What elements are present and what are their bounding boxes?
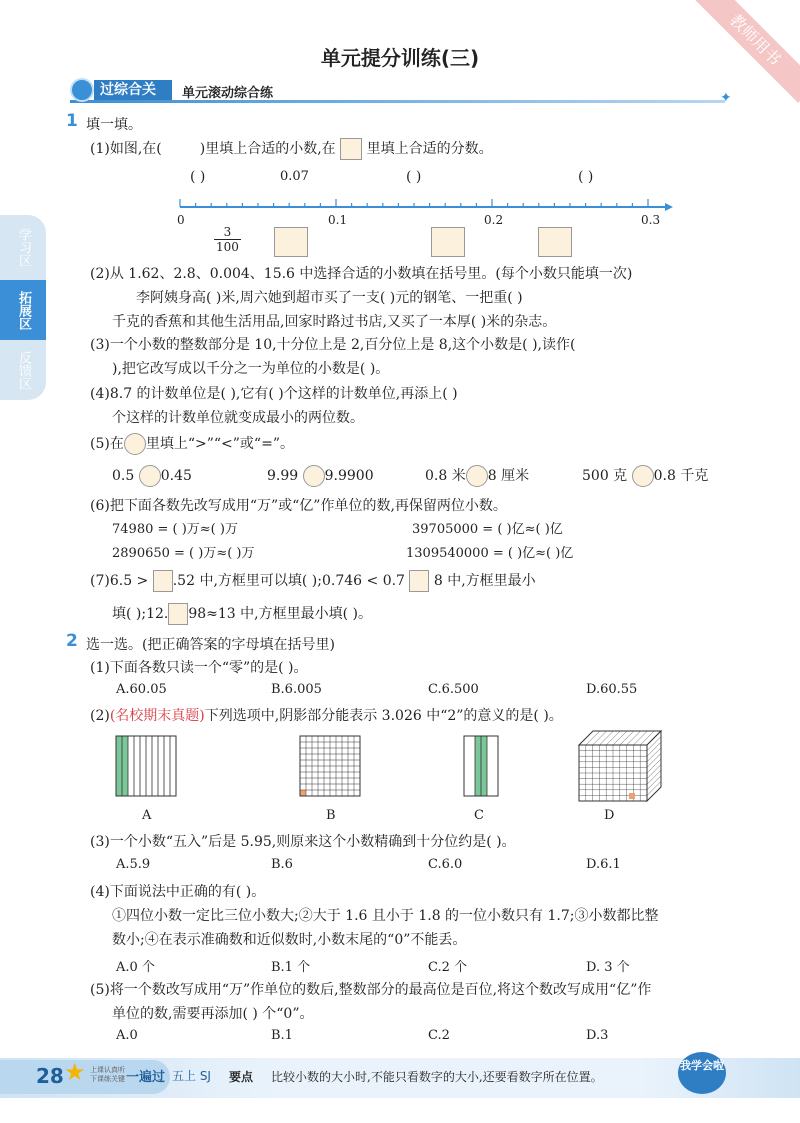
figure-d (578, 730, 662, 802)
option-c[interactable]: C.6.500 (428, 682, 479, 697)
star-mascot-icon: ★ (64, 1058, 86, 1086)
brand-name: 一遍过 (126, 1070, 166, 1085)
compare-circle-3[interactable] (466, 465, 488, 487)
figure-a-label: A (142, 808, 152, 823)
option-c[interactable]: C.2 (428, 1028, 450, 1043)
compare-circle-2[interactable] (303, 465, 325, 487)
grade-label: 五上 SJ (172, 1069, 211, 1083)
fraction-box-1[interactable] (274, 227, 308, 257)
section-header (70, 80, 732, 106)
option-a[interactable]: A.5.9 (116, 857, 151, 872)
number-line-figure (170, 165, 680, 265)
q1-part6-row1a: 74980 = ( )万≈( )万 (112, 522, 238, 537)
header-subtitle: 单元滚动综合练 (182, 86, 274, 101)
option-b[interactable]: B.6 (271, 857, 293, 872)
corner-stamp: 教师用书 (692, 0, 800, 103)
option-d[interactable]: D. 3 个 (586, 960, 630, 975)
option-a[interactable]: A.0 个 (116, 960, 155, 975)
fraction: 3 100 (216, 225, 239, 254)
digit-box-3[interactable] (168, 603, 188, 625)
figure-b-label: B (326, 808, 336, 823)
question-1-title: 填一填。 (86, 117, 142, 133)
q1-part6-row2a: 2890650 = ( )万≈( )万 (112, 546, 255, 561)
compare-item-1: 0.5 0.45 (112, 464, 192, 488)
header-badge: 过综合关 (94, 80, 172, 100)
tick-label-0.2: 0.2 (484, 213, 504, 227)
compare-item-3: 0.8 米 8 厘米 (425, 464, 529, 488)
header-badge-icon (70, 78, 94, 102)
q2-sub4-line1: ①四位小数一定比三位小数大;②大于 1.6 且小于 1.8 的一位小数只有 1.7;③小数都比整 (112, 908, 659, 924)
q2-sub4-line2: 数小;④在表示准确数和近似数时,小数末尾的“0”不能丢。 (112, 932, 467, 948)
fraction-box-2[interactable] (431, 227, 465, 257)
figure-c-label: C (474, 808, 484, 823)
q1-part7-line2: 填( );12. 98≈13 中,方框里最小填( )。 (112, 602, 372, 626)
q1-part4-line1: (4)8.7 的计数单位是( ),它有( )个这样的计数单位,再添上( ) (90, 386, 458, 402)
option-d[interactable]: D.60.55 (586, 682, 638, 697)
figure-d-label: D (604, 808, 615, 823)
q1-part6-intro: (6)把下面各数先改写成用“万”或“亿”作单位的数,再保留两位小数。 (90, 498, 507, 514)
option-c[interactable]: C.6.0 (428, 857, 463, 872)
star-icon: ✦ (720, 90, 732, 106)
answer-box[interactable] (340, 138, 362, 160)
option-c[interactable]: C.2 个 (428, 960, 468, 975)
compare-circle (124, 433, 146, 455)
q2-sub4-stem: (4)下面说法中正确的有( )。 (90, 884, 266, 900)
q1-part2-line2: 千克的香蕉和其他生活用品,回家时路过书店,又买了一本厚( )米的杂志。 (112, 314, 557, 330)
option-a[interactable]: A.60.05 (116, 682, 167, 697)
option-d[interactable]: D.6.1 (586, 857, 621, 872)
option-d[interactable]: D.3 (586, 1028, 609, 1043)
figure-a (115, 735, 177, 797)
number-line (170, 195, 680, 215)
tick-label-0.3: 0.3 (641, 213, 661, 227)
option-b[interactable]: B.1 个 (271, 960, 311, 975)
exam-tag: (名校期末真题) (109, 708, 205, 724)
q2-sub3-stem: (3)一个小数“五入”后是 5.95,则原来这个小数精确到十分位约是( )。 (90, 834, 516, 850)
q1-part2-intro: (2)从 1.62、2.8、0.004、15.6 中选择合适的小数填在括号里。(每个小数只能填一次) (90, 266, 633, 282)
mascot-badge: 我学会啦 (678, 1052, 726, 1094)
q1-part3-line2: ),把它改写成以千分之一为单位的小数是( )。 (112, 361, 390, 377)
option-b[interactable]: B.1 (271, 1028, 293, 1043)
key-label: 要点 (229, 1070, 254, 1084)
q1-part6-row2b: 1309540000 = ( )亿≈( )亿 (406, 546, 574, 561)
tick-label-0.1: 0.1 (328, 213, 348, 227)
q1-part2-line1: 李阿姨身高( )米,周六她到超市买了一支( )元的钢笔、一把重( ) (136, 290, 523, 306)
brand-tagline: 上课认真听 下课练关键 (90, 1066, 125, 1083)
compare-item-4: 500 克 0.8 千克 (582, 464, 708, 488)
paren-above-1[interactable]: ( ) (190, 169, 206, 185)
paren-above-2[interactable]: ( ) (406, 169, 422, 185)
compare-circle-1[interactable] (139, 465, 161, 487)
digit-box-1[interactable] (153, 570, 173, 592)
q1-part6-row1b: 39705000 = ( )亿≈( )亿 (412, 522, 563, 537)
q2-sub1-stem: (1)下面各数只读一个“零”的是( )。 (90, 660, 308, 676)
q1-part5-intro: (5)在 里填上“>”“<”或“=”。 (90, 432, 294, 456)
side-tab-extend[interactable]: 拓展区 (0, 280, 46, 340)
q1-part3-line1: (3)一个小数的整数部分是 10,十分位上是 2,百分位上是 8,这个小数是( ),读作( (90, 337, 576, 353)
header-underline (70, 100, 725, 103)
compare-circle-4[interactable] (632, 465, 654, 487)
question-2-number: 2 (66, 631, 78, 651)
side-tab-feedback[interactable]: 反馈区 (0, 340, 46, 400)
page-number: 28 (36, 1064, 64, 1088)
q1-part1: (1)如图,在( )里填上合适的小数,在 里填上合适的分数。 (90, 137, 493, 161)
q1-part4-line2: 个这样的计数单位就变成最小的两位数。 (112, 410, 364, 426)
side-tab-study[interactable]: 学习区 (0, 215, 46, 280)
value-above: 0.07 (280, 169, 309, 184)
option-b[interactable]: B.6.005 (271, 682, 322, 697)
q2-sub5-line1: (5)将一个数改写成用“万”作单位的数后,整数部分的最高位是百位,将这个数改写成用“亿”作 (90, 982, 652, 998)
fraction-box-3[interactable] (538, 227, 572, 257)
page-title: 单元提分训练(三) (320, 46, 480, 70)
figure-c (463, 735, 499, 797)
question-1-number: 1 (66, 111, 78, 131)
tick-label-0: 0 (177, 213, 185, 227)
option-a[interactable]: A.0 (116, 1028, 138, 1043)
key-text: 比较小数的大小时,不能只看数字的大小,还要看数字所在位置。 (271, 1070, 603, 1084)
q2-sub5-line2: 单位的数,需要再添加( ) 个“0”。 (112, 1006, 314, 1022)
compare-item-2: 9.99 9.9900 (267, 464, 374, 488)
q2-sub2-stem: (2)(名校期末真题)下列选项中,阴影部分能表示 3.026 中“2”的意义的是( )。 (90, 708, 563, 724)
figure-b (299, 735, 361, 797)
paren-above-3[interactable]: ( ) (578, 169, 594, 185)
question-2-title: 选一选。(把正确答案的字母填在括号里) (86, 637, 335, 653)
digit-box-2[interactable] (409, 570, 429, 592)
q1-part7-line1: (7)6.5 > .52 中,方框里可以填( );0.746 < 0.7 8 中,方框里最小 (90, 569, 536, 593)
